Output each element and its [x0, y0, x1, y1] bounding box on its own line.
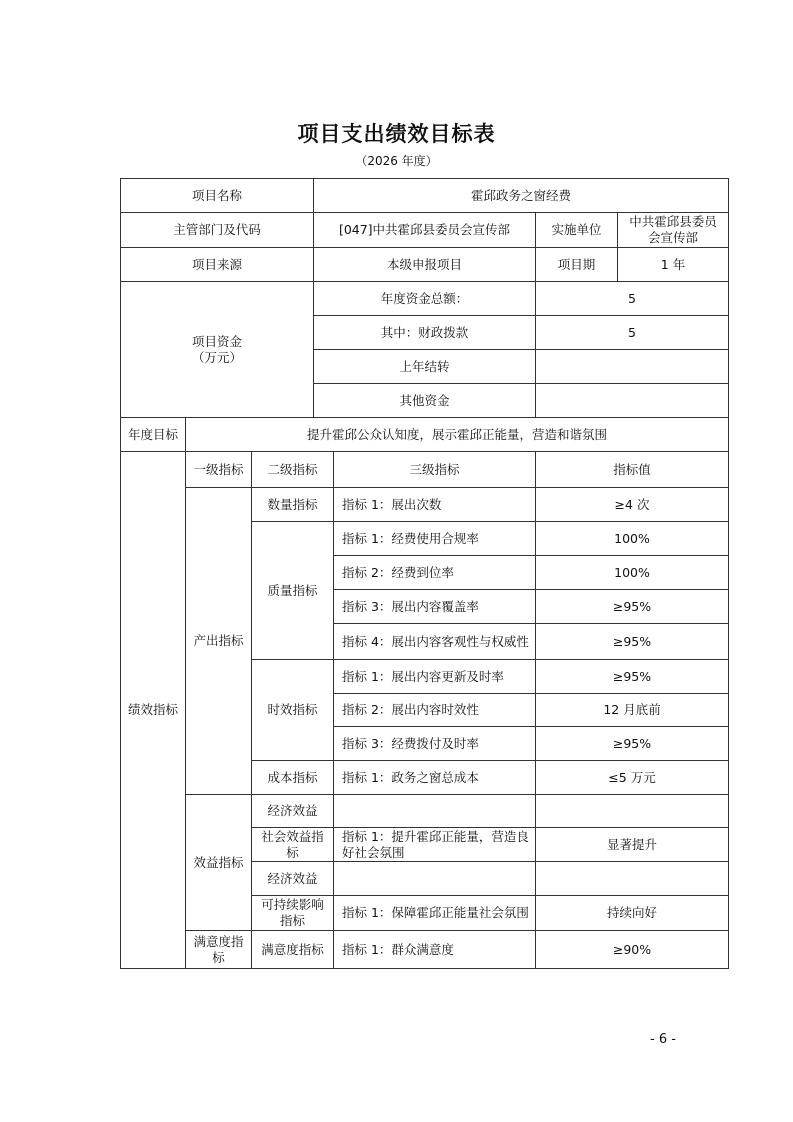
project-name-value: 霍邱政务之窗经费: [314, 179, 729, 213]
indicator: 指标 1：群众满意度: [334, 931, 536, 969]
indicator-value: [536, 795, 729, 828]
funds-row-label: 上年结转: [314, 350, 536, 384]
impl-value: 中共霍邱县委员会宣传部: [618, 213, 729, 248]
table-row: [121, 488, 729, 522]
indicator: 指标 1：展出次数: [334, 488, 536, 522]
table-row: [121, 179, 729, 213]
annual-goal-label: 年度目标: [121, 418, 186, 452]
level1-output: 产出指标: [186, 488, 252, 795]
indicator-value: 12 月底前: [536, 694, 729, 727]
impl-label: 实施单位: [536, 213, 618, 248]
indicator: 指标 4：展出内容客观性与权威性: [334, 624, 536, 660]
funds-row-value: 5: [536, 316, 729, 350]
funds-row-label: 其中：财政拨款: [314, 316, 536, 350]
period-label: 项目期: [536, 248, 618, 282]
page-number: - 6 -: [650, 1032, 676, 1047]
dept-label: 主管部门及代码: [121, 213, 314, 248]
indicator-value: ≥95%: [536, 727, 729, 761]
indicator-value: 显著提升: [536, 828, 729, 862]
indicator: 指标 3：展出内容覆盖率: [334, 590, 536, 624]
indicator-value: ≥4 次: [536, 488, 729, 522]
indicator-value: [536, 862, 729, 896]
level2-satisfaction: 满意度指标: [252, 931, 334, 969]
indicator-value: ≥95%: [536, 624, 729, 660]
level1-satisfaction: 满意度指标: [186, 931, 252, 969]
funds-row-value: [536, 384, 729, 418]
indicator: 指标 1：提升霍邱正能量，营造良好社会氛围: [334, 828, 536, 862]
table-row: [121, 795, 729, 828]
indicator: [334, 795, 536, 828]
funds-row-value: 5: [536, 282, 729, 316]
indicator: 指标 2：经费到位率: [334, 556, 536, 590]
indicator: 指标 1：政务之窗总成本: [334, 761, 536, 795]
performance-label: 绩效指标: [121, 452, 186, 969]
header-value: 指标值: [536, 452, 729, 488]
level2-sustainable: 可持续影响指标: [252, 896, 334, 931]
level2-quantity: 数量指标: [252, 488, 334, 522]
table-row: [121, 213, 729, 248]
funds-label: 项目资金（万元）: [121, 282, 314, 418]
level2-timeliness: 时效指标: [252, 660, 334, 761]
funds-row-label: 年度资金总额：: [314, 282, 536, 316]
funds-row-value: [536, 350, 729, 384]
indicator: [334, 862, 536, 896]
table-row: [121, 418, 729, 452]
indicator-value: ≥95%: [536, 660, 729, 694]
source-label: 项目来源: [121, 248, 314, 282]
indicator-value: ≥90%: [536, 931, 729, 969]
level2-economic: 经济效益: [252, 795, 334, 828]
table-row: [121, 282, 729, 316]
indicator: 指标 1：经费使用合规率: [334, 522, 536, 556]
period-value: 1 年: [618, 248, 729, 282]
indicator-value: ≤5 万元: [536, 761, 729, 795]
dept-value: [047]中共霍邱县委员会宣传部: [314, 213, 536, 248]
level2-quality: 质量指标: [252, 522, 334, 660]
table-row: [121, 248, 729, 282]
level1-benefit: 效益指标: [186, 795, 252, 931]
header-level3: 三级指标: [334, 452, 536, 488]
page-subtitle: （2026 年度）: [355, 154, 438, 168]
table-header-row: [121, 452, 729, 488]
indicator: 指标 1：保障霍邱正能量社会氛围: [334, 896, 536, 931]
level2-cost: 成本指标: [252, 761, 334, 795]
source-value: 本级申报项目: [314, 248, 536, 282]
funds-row-label: 其他资金: [314, 384, 536, 418]
performance-goal-table: [120, 178, 729, 969]
indicator: 指标 3：经费拨付及时率: [334, 727, 536, 761]
indicator-value: 持续向好: [536, 896, 729, 931]
indicator-value: 100%: [536, 556, 729, 590]
annual-goal-value: 提升霍邱公众认知度，展示霍邱正能量，营造和谐氛围: [186, 418, 729, 452]
level2-social: 社会效益指标: [252, 828, 334, 862]
level2-economic: 经济效益: [252, 862, 334, 896]
indicator: 指标 1：展出内容更新及时率: [334, 660, 536, 694]
indicator: 指标 2：展出内容时效性: [334, 694, 536, 727]
header-level2: 二级指标: [252, 452, 334, 488]
header-level1: 一级指标: [186, 452, 252, 488]
page-title: 项目支出绩效目标表: [297, 121, 496, 146]
project-name-label: 项目名称: [121, 179, 314, 213]
indicator-value: ≥95%: [536, 590, 729, 624]
table-row: [121, 931, 729, 969]
indicator-value: 100%: [536, 522, 729, 556]
